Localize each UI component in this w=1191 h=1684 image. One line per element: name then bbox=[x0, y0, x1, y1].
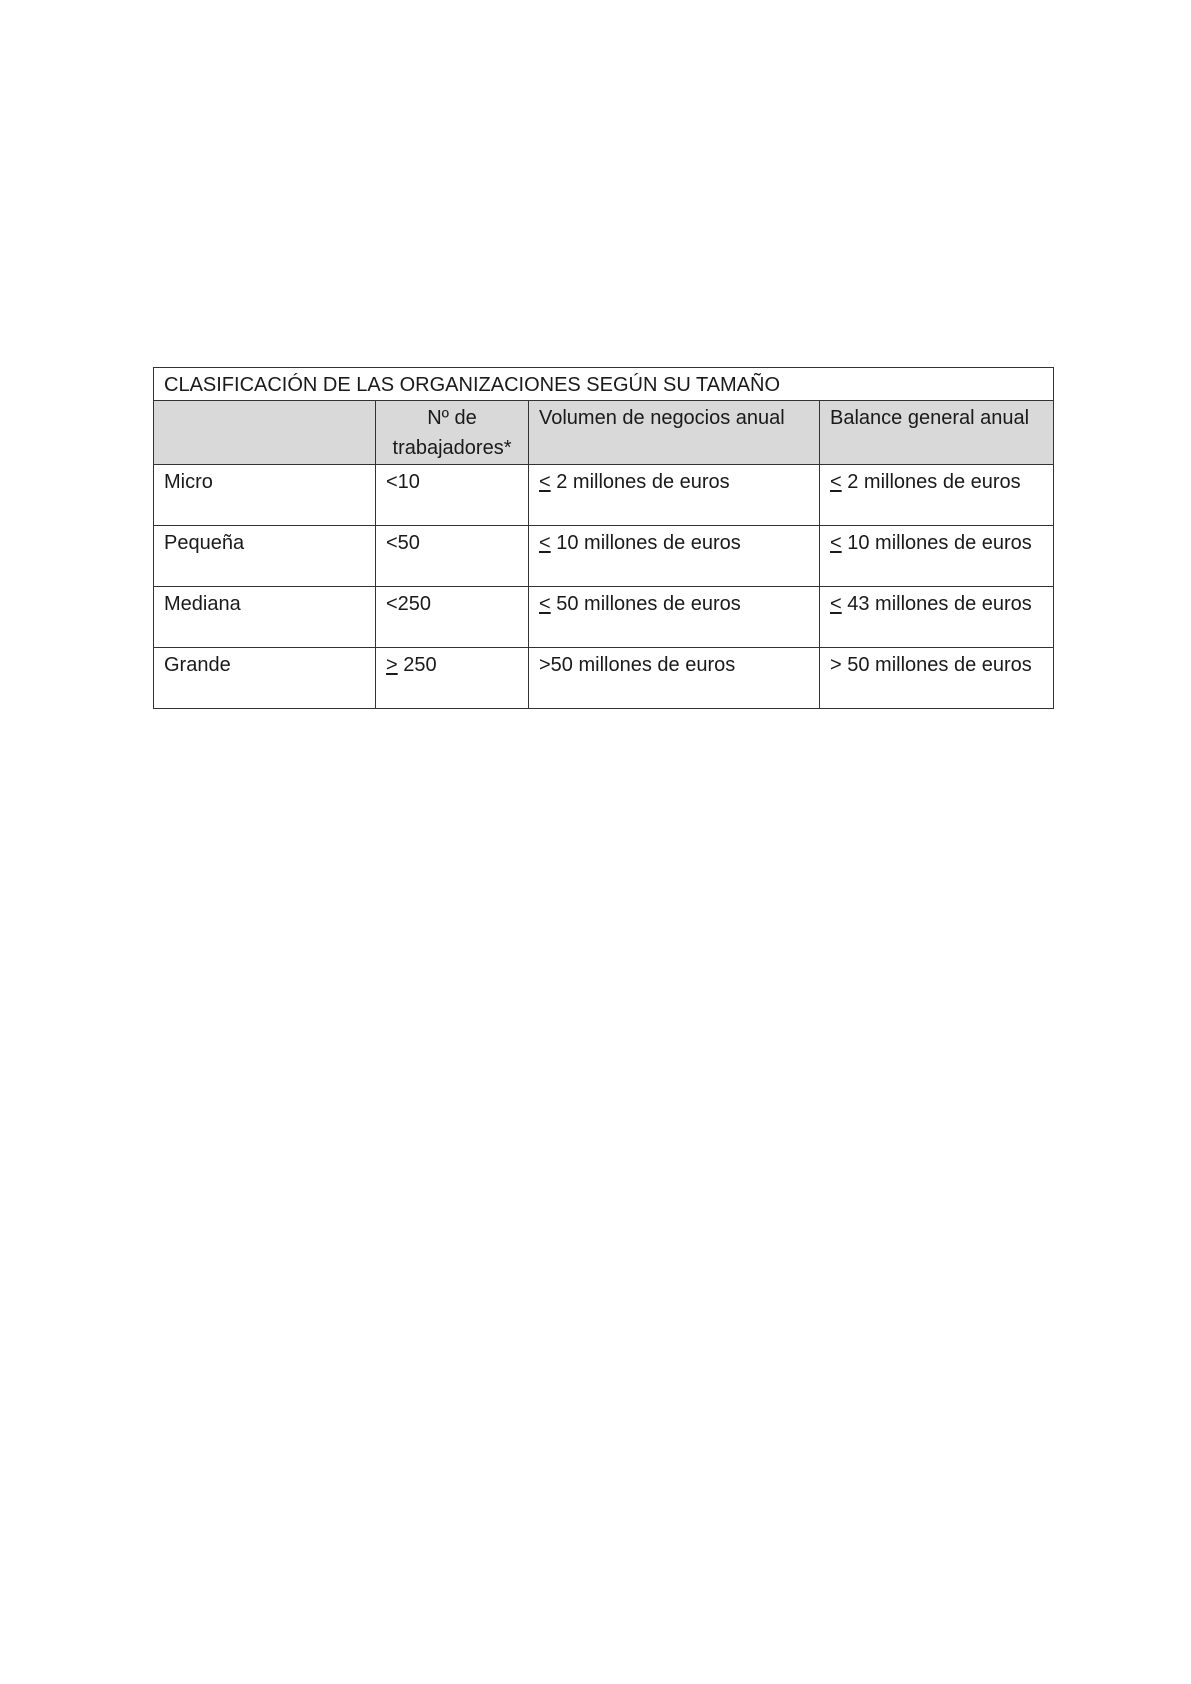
row-turnover-symbol: < bbox=[539, 471, 551, 493]
row-balance bbox=[820, 587, 1054, 648]
row-balance-value: 10 millones de euros bbox=[841, 532, 1032, 554]
row-workers-value: <250 bbox=[386, 593, 432, 615]
row-turnover-value: >50 millones de euros bbox=[539, 654, 736, 676]
table-title: CLASIFICACIÓN DE LAS ORGANIZACIONES SEGÚN SU TAMAÑO bbox=[154, 368, 1054, 401]
header-turnover: Volumen de negocios anual bbox=[529, 401, 820, 465]
row-category: Pequeña bbox=[154, 526, 376, 587]
row-category: Grande bbox=[154, 648, 376, 709]
row-workers bbox=[376, 465, 529, 526]
row-balance-symbol: < bbox=[830, 593, 842, 615]
row-balance-symbol: < bbox=[830, 532, 842, 554]
row-balance bbox=[820, 465, 1054, 526]
row-balance bbox=[820, 526, 1054, 587]
row-turnover-symbol: < bbox=[539, 593, 551, 615]
row-balance bbox=[820, 648, 1054, 709]
row-balance-value: > 50 millones de euros bbox=[830, 654, 1032, 676]
header-workers bbox=[376, 401, 529, 465]
row-turnover bbox=[529, 526, 820, 587]
row-workers bbox=[376, 587, 529, 648]
row-turnover bbox=[529, 648, 820, 709]
classification-table bbox=[153, 367, 1054, 709]
row-turnover-value: 50 millones de euros bbox=[550, 593, 741, 615]
header-category bbox=[154, 401, 376, 465]
row-turnover bbox=[529, 465, 820, 526]
row-workers bbox=[376, 526, 529, 587]
row-workers-value: <50 bbox=[386, 532, 420, 554]
row-balance-value: 43 millones de euros bbox=[841, 593, 1032, 615]
row-workers-symbol: > bbox=[386, 654, 398, 676]
table-row bbox=[154, 526, 1054, 587]
table-row bbox=[154, 465, 1054, 526]
row-workers-value: 250 bbox=[397, 654, 437, 676]
row-category: Mediana bbox=[154, 587, 376, 648]
table-title-row bbox=[154, 368, 1054, 401]
row-turnover-value: 10 millones de euros bbox=[550, 532, 741, 554]
header-balance: Balance general anual bbox=[820, 401, 1054, 465]
row-workers-value: <10 bbox=[386, 471, 420, 493]
header-workers-line2: trabajadores* bbox=[392, 437, 512, 459]
table-header-row bbox=[154, 401, 1054, 465]
row-balance-symbol: < bbox=[830, 471, 842, 493]
table-row bbox=[154, 648, 1054, 709]
header-workers-line1: Nº de bbox=[427, 407, 477, 429]
row-turnover-value: 2 millones de euros bbox=[550, 471, 730, 493]
row-workers bbox=[376, 648, 529, 709]
row-turnover-symbol: < bbox=[539, 532, 551, 554]
row-balance-value: 2 millones de euros bbox=[841, 471, 1021, 493]
row-category: Micro bbox=[154, 465, 376, 526]
table-row bbox=[154, 587, 1054, 648]
classification-table-container bbox=[153, 367, 1053, 709]
row-turnover bbox=[529, 587, 820, 648]
